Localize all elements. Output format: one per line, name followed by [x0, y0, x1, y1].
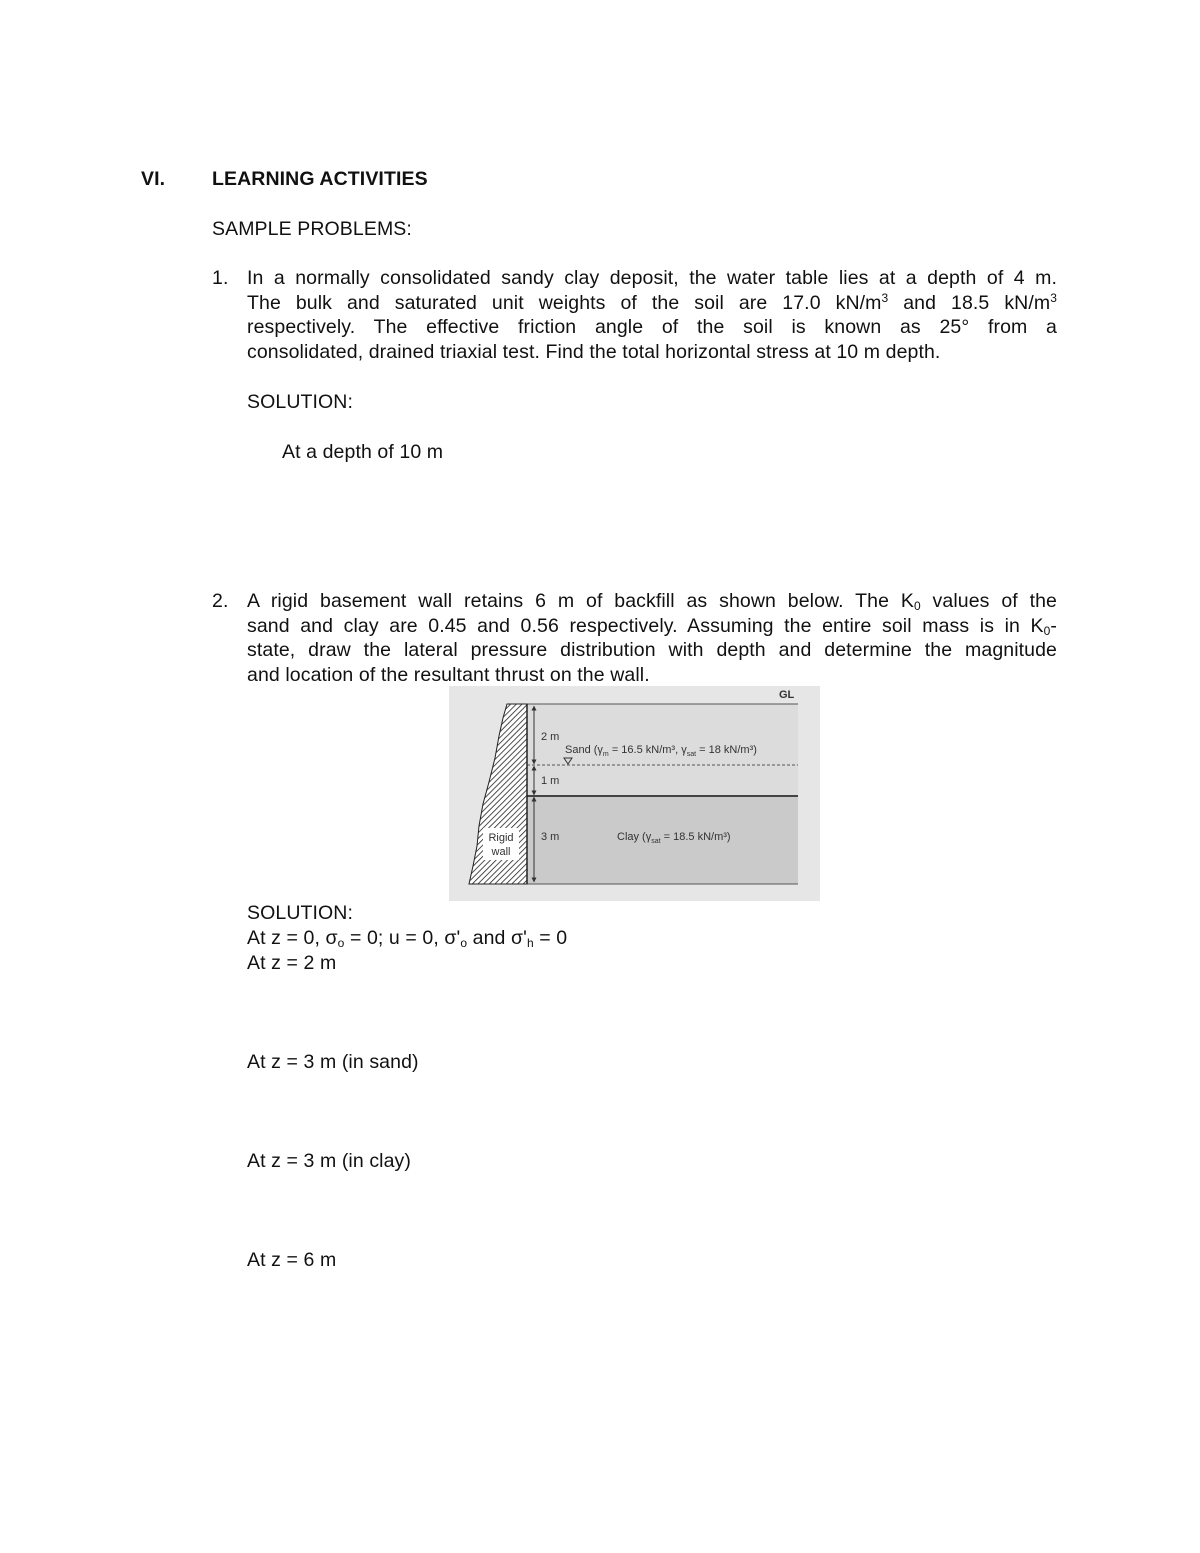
problem-2-step-2: At z = 2 m — [247, 952, 337, 974]
problem-1-number: 1. — [212, 267, 229, 289]
problem-2-step-3: At z = 3 m (in sand) — [247, 1051, 419, 1073]
problem-1-line-3: respectively. The effective friction angle of the soil is known as 25° from a — [247, 316, 1057, 338]
problem-1-depth-label: At a depth of 10 m — [282, 441, 444, 463]
subheading: SAMPLE PROBLEMS: — [212, 218, 412, 240]
problem-1-solution-label: SOLUTION: — [247, 391, 353, 413]
problem-2-number: 2. — [212, 590, 229, 612]
clay-label: Clay ($\gamma_{sat} = 18.5$ kN/m³) — [617, 831, 731, 845]
problem-2-text — [247, 589, 1057, 687]
section-title: LEARNING ACTIVITIES — [212, 168, 428, 190]
problem-2-step-4: At z = 3 m (in clay) — [247, 1150, 411, 1172]
problem-2-line-3: state, draw the lateral pressure distribution with depth and determine the magnitude — [247, 639, 1057, 661]
sand-label: Sand ($\gamma_m = 16.5$ kN/m³, $\gamma_{sat} = 18$ kN/m³) — [565, 744, 757, 758]
dim-label-2m: 2 m — [541, 731, 560, 743]
problem-2-step-5: At z = 6 m — [247, 1249, 337, 1271]
dim-label-1m: 1 m — [541, 775, 560, 787]
dim-label-3m: 3 m — [541, 831, 560, 843]
problem-1-text — [247, 266, 1057, 364]
problem-1-line-1: In a normally consolidated sandy clay deposit, the water table lies at a depth of 4 m. — [247, 267, 1057, 289]
wall-label-line-2: wall — [491, 846, 511, 858]
problem-2-line-1: A rigid basement wall retains 6 m of backfill as shown below. The $K_0$ values of the — [247, 590, 1058, 613]
section-numeral: VI. — [141, 168, 166, 190]
problem-2-step-1: At z = 0, $\sigma_o = 0$; u = 0, $\sigma'_o$ and $\sigma'_h = 0$ — [247, 927, 568, 950]
wall-label-line-1: Rigid — [488, 832, 514, 844]
retaining-wall-diagram — [449, 686, 820, 901]
problem-2-line-2: sand and clay are 0.45 and 0.56 respectively. Assuming the entire soil mass is in $K_0-$ — [247, 614, 1057, 638]
problem-2-solution-label: SOLUTION: — [247, 902, 353, 924]
problem-2-line-4: and location of the resultant thrust on the wall. — [247, 663, 650, 686]
problem-1-line-2: The bulk and saturated unit weights of the soil are 17.0 $kN/m^3$ and 18.5 $kN/m^3$ — [247, 290, 1057, 314]
problem-1-line-4: consolidated, drained triaxial test. Find the total horizontal stress at 10 m depth. — [247, 340, 941, 363]
gl-label: GL — [779, 689, 795, 701]
